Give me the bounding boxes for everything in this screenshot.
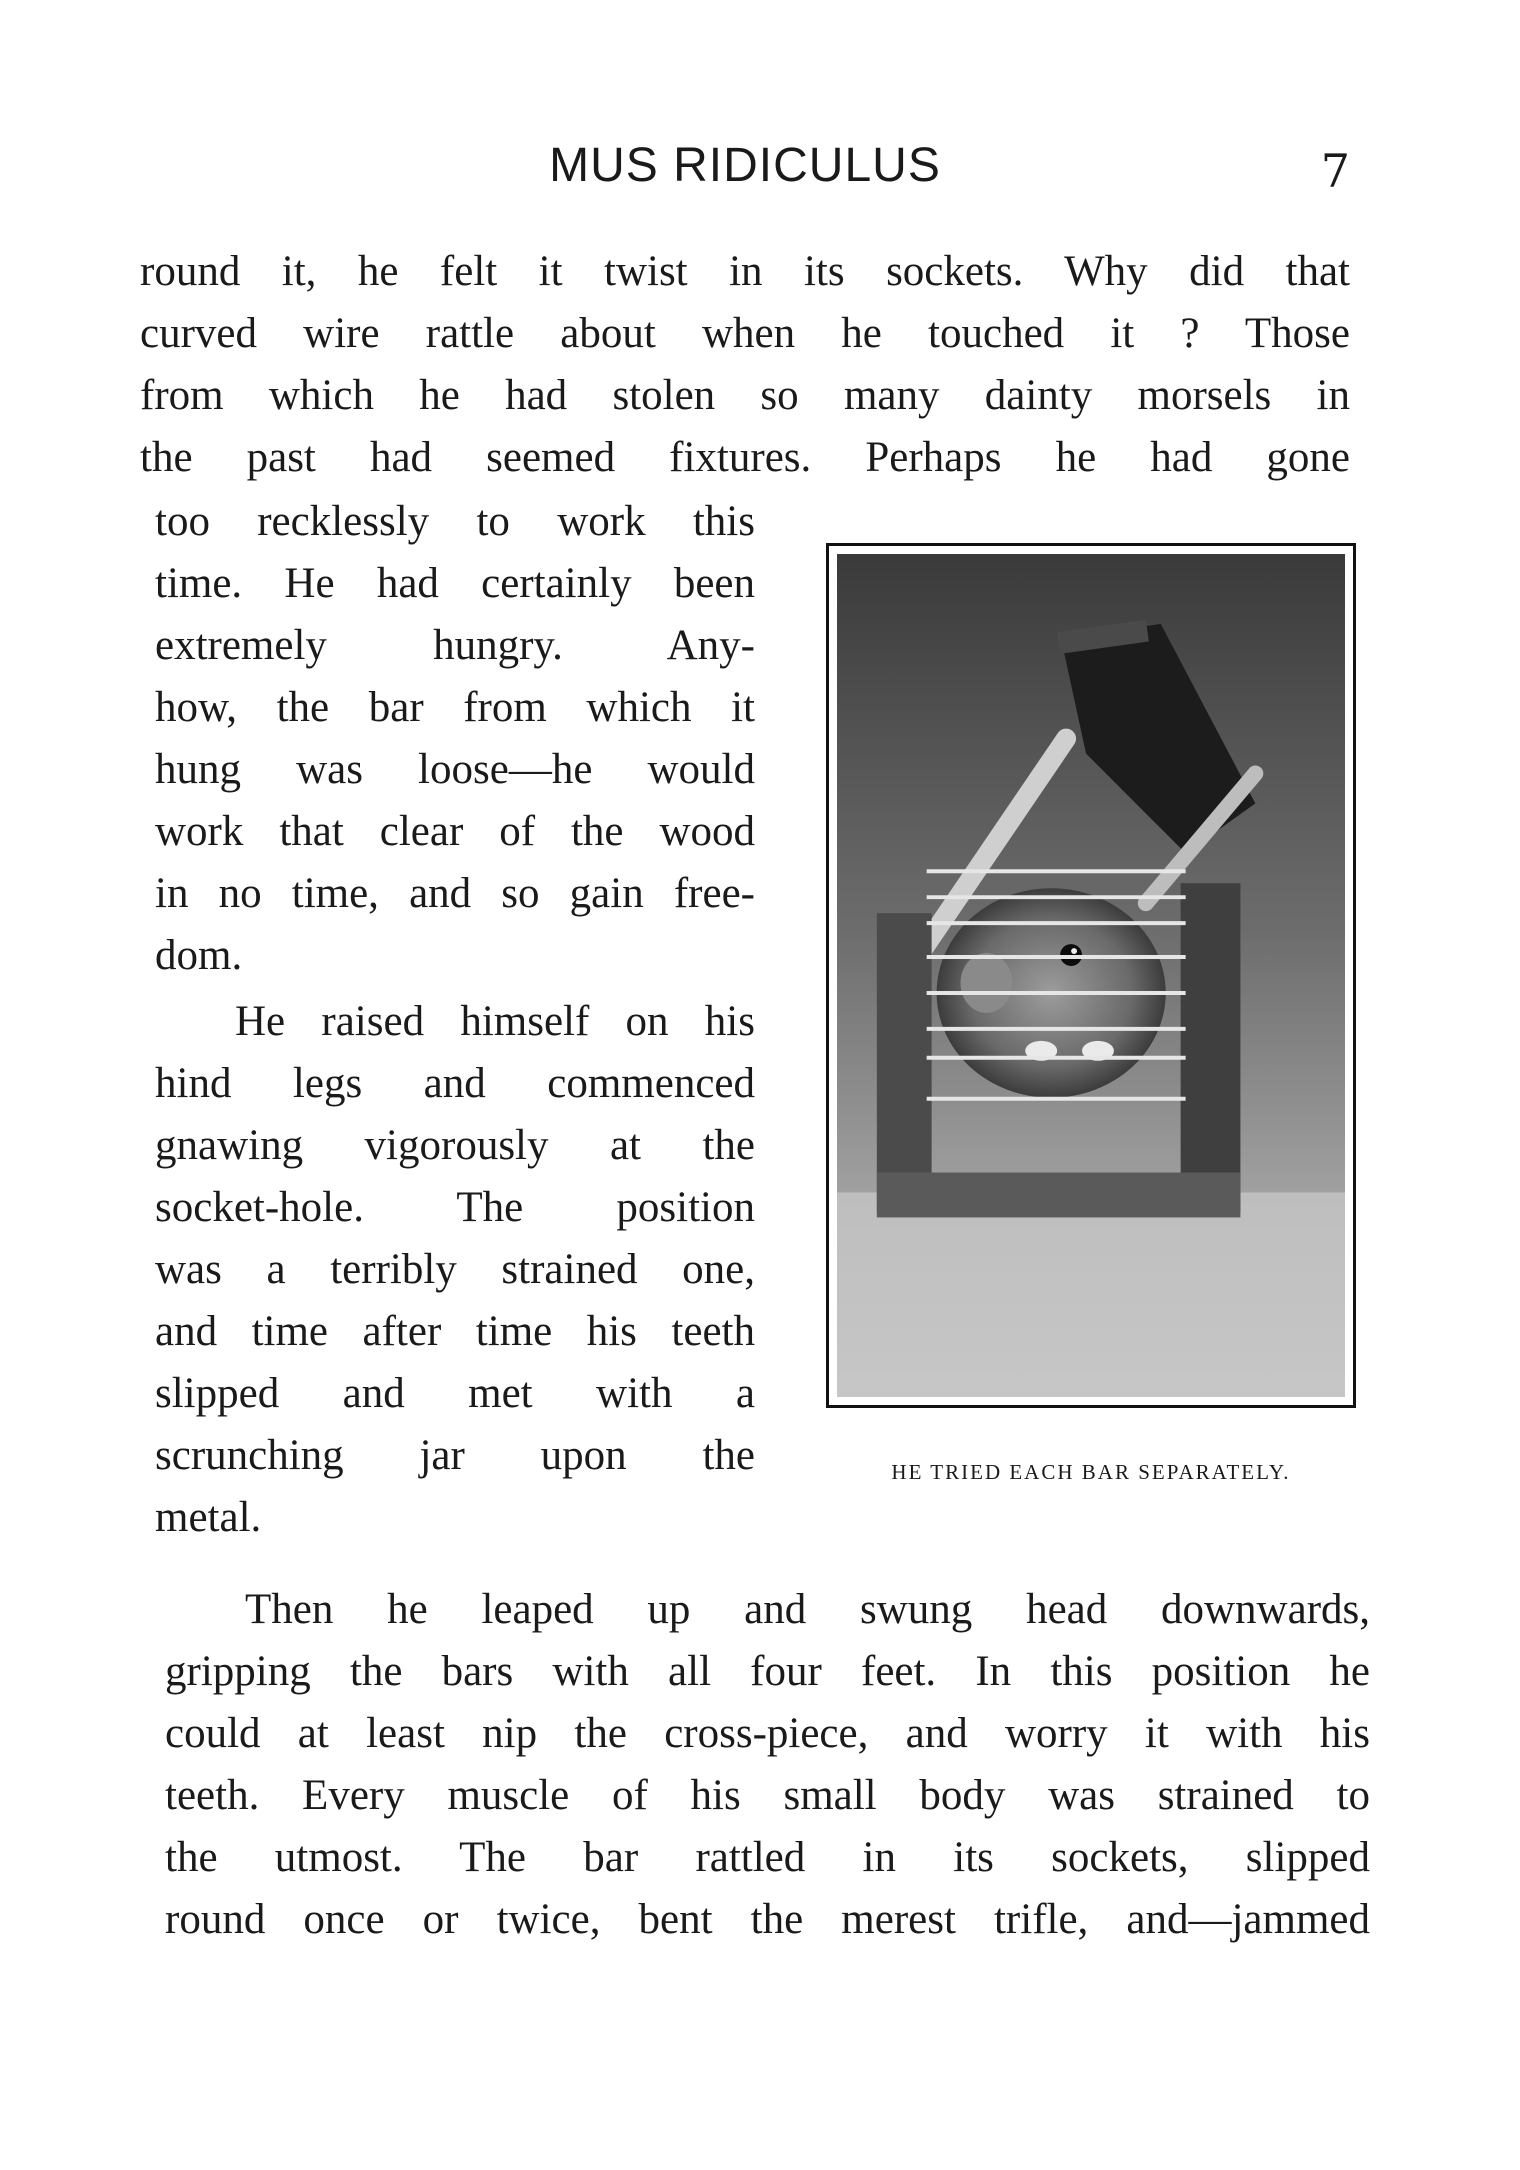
page-number: 7 — [1320, 144, 1350, 198]
text-line: dom. — [155, 932, 243, 979]
running-head — [140, 138, 1350, 198]
text-line: too recklessly to work this — [155, 498, 755, 545]
running-title: MUS RIDICULUS — [549, 139, 941, 192]
figure-caption: HE TRIED EACH BAR SEPARATELY. — [891, 1460, 1291, 1484]
text-line: from which he had stolen so many dainty morsels in — [140, 372, 1350, 419]
text-line: He raised himself on his — [235, 998, 755, 1045]
mouse-in-trap-photo — [837, 554, 1345, 1397]
text-line: hind legs and commenced — [155, 1060, 755, 1107]
text-line: metal. — [155, 1494, 262, 1541]
text-line: in no time, and so gain free- — [155, 870, 755, 917]
text-line: the utmost. The bar rattled in its sockets, slipped — [165, 1834, 1370, 1881]
text-line: extremely hungry. Any- — [155, 622, 755, 669]
text-line: was a terribly strained one, — [155, 1246, 755, 1293]
text-line: work that clear of the wood — [155, 808, 755, 855]
text-line: Then he leaped up and swung head downwards, — [245, 1586, 1370, 1633]
text-line: scrunching jar upon the — [155, 1432, 755, 1479]
text-line: could at least nip the cross-piece, and worry it with his — [165, 1710, 1370, 1757]
text-line: gripping the bars with all four feet. In this position he — [165, 1648, 1370, 1695]
text-line: socket-hole. The position — [155, 1184, 755, 1231]
text-line: curved wire rattle about when he touched it ? Those — [140, 310, 1350, 357]
text-line: slipped and met with a — [155, 1370, 755, 1417]
figure-photo — [826, 543, 1356, 1408]
text-line: how, the bar from which it — [155, 684, 755, 731]
text-line: and time after time his teeth — [155, 1308, 755, 1355]
text-line: round it, he felt it twist in its sockets. Why did that — [140, 248, 1350, 295]
text-line: round once or twice, bent the merest trifle, and—jammed — [165, 1896, 1370, 1943]
text-line: teeth. Every muscle of his small body was strained to — [165, 1772, 1370, 1819]
text-line: the past had seemed fixtures. Perhaps he had gone — [140, 434, 1350, 481]
text-line: hung was loose—he would — [155, 746, 755, 793]
text-line: time. He had certainly been — [155, 560, 755, 607]
text-line: gnawing vigorously at the — [155, 1122, 755, 1169]
